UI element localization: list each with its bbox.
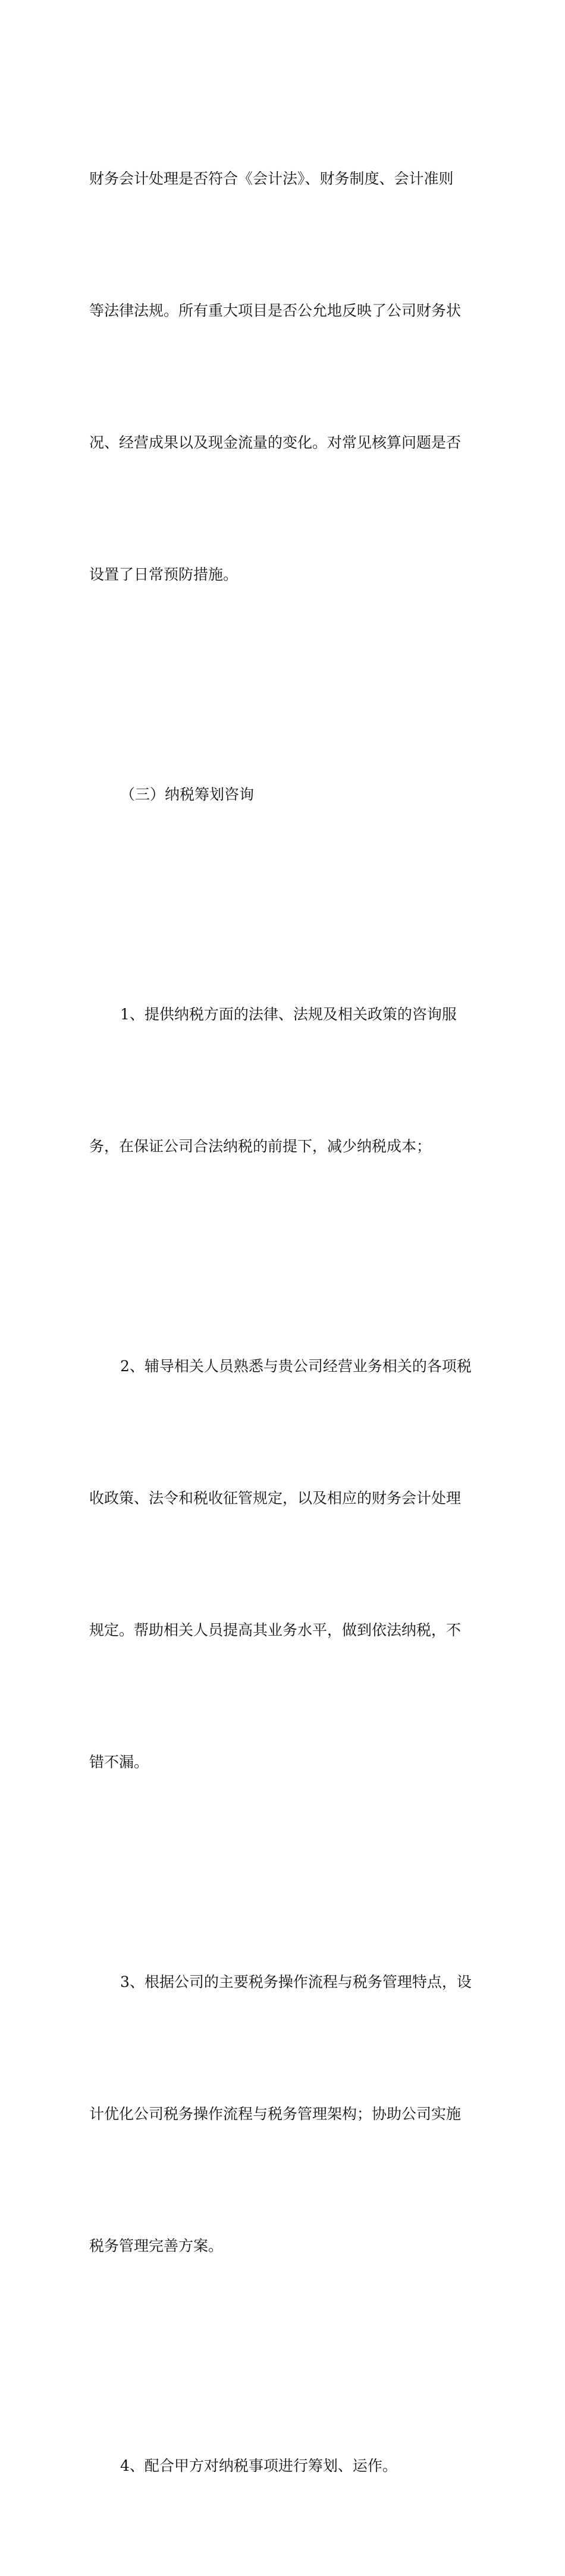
text-line: 1、提供纳税方面的法律、法规及相关政策的咨询服 <box>120 1006 457 1023</box>
list-item-1 <box>89 905 482 1256</box>
list-item-4 <box>89 2356 482 2576</box>
text-line: 等法律法规。所有重大项目是否公允地反映了公司财务状 <box>89 302 462 319</box>
text-line: 3、根据公司的主要税务操作流程与税务管理特点，设 <box>120 1973 472 1991</box>
text-line: 况、经营成果以及现金流量的变化。对常见核算问题是否 <box>89 434 462 451</box>
text-line: 财务会计处理是否符合《会计法》、财务制度、会计准则 <box>89 170 454 187</box>
text-line: 错不漏。 <box>89 1753 149 1771</box>
text-line: 4、配合甲方对纳税事项进行筹划、运作。 <box>120 2457 397 2474</box>
document-body <box>89 69 482 2576</box>
list-item-3 <box>89 1872 482 2356</box>
section-heading-tax-planning <box>89 685 482 905</box>
text-line: 务，在保证公司合法纳税的前提下，减少纳税成本； <box>89 1138 432 1155</box>
text-line: 2、辅导相关人员熟悉与贵公司经营业务相关的各项税 <box>120 1358 472 1375</box>
section-heading: （三）纳税筹划咨询 <box>120 786 255 803</box>
paragraph-accounting-compliance <box>89 69 482 685</box>
text-line: 收政策、法令和税收征管规定，以及相应的财务会计处理 <box>89 1489 462 1507</box>
text-line: 设置了日常预防措施。 <box>89 566 238 583</box>
text-line: 规定。帮助相关人员提高其业务水平，做到依法纳税，不 <box>89 1621 462 1639</box>
text-line: 计优化公司税务操作流程与税务管理架构；协助公司实施 <box>89 2105 462 2122</box>
text-line: 税务管理完善方案。 <box>89 2237 224 2254</box>
list-item-2 <box>89 1256 482 1872</box>
